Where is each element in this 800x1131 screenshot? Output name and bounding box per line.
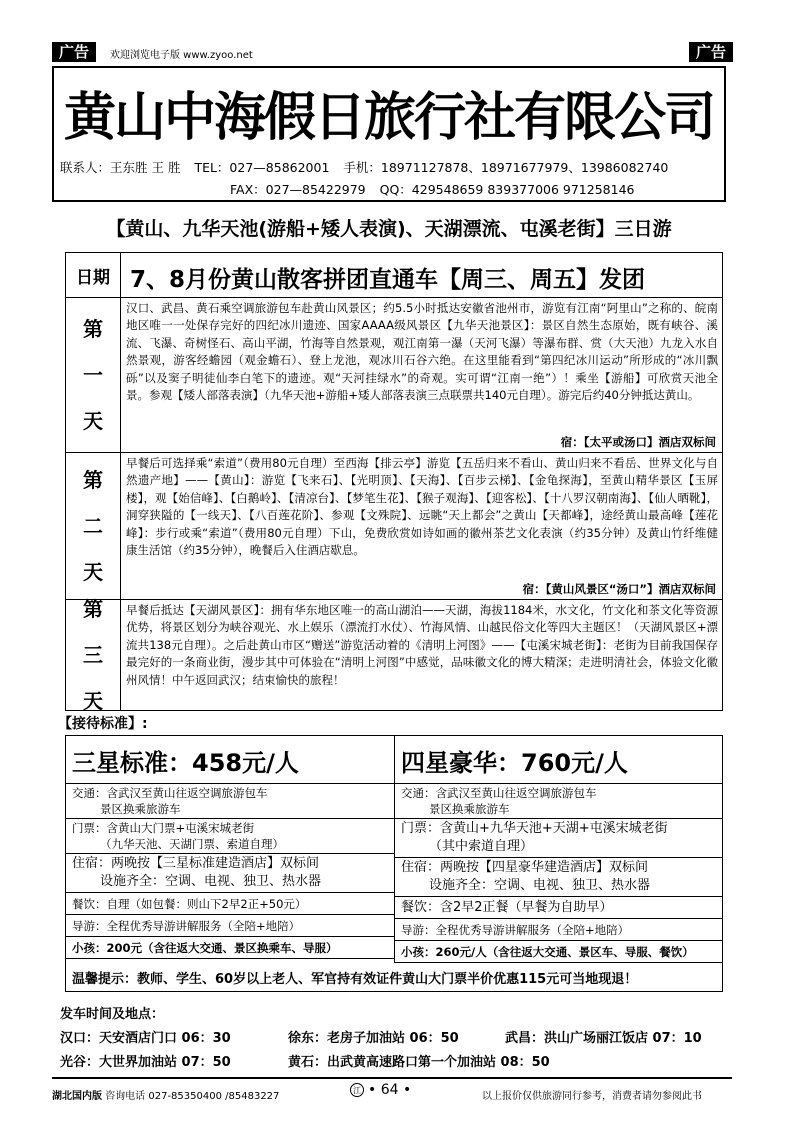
- transport-line-2: 景区换乘旅游车: [429, 802, 510, 816]
- day-2-char-1: 第: [83, 468, 103, 492]
- standard-3star: [66, 736, 395, 963]
- lodging-line: 住宿：两晚按【四星豪华建造酒店】双标间: [401, 860, 649, 875]
- footer-edition: 湖北国内版: [52, 1091, 102, 1102]
- day-2-stay: 宿：【黄山风景区“汤口”】酒店双标间: [522, 582, 716, 596]
- tickets-line: 门票：含黄山大门票+屯溪宋城老街: [72, 821, 255, 835]
- transport-line: 交通：含武汉至黄山往返空调旅游包车: [401, 786, 597, 800]
- ad-tag-right: 广告: [689, 42, 733, 62]
- day-1-char-3: 天: [83, 409, 103, 433]
- tickets-line-2: （九华天池、天湖门票、索道自理）: [100, 837, 284, 851]
- standard-3star-child: 小孩：200元（含往返大交通、景区换乘车、导服）: [66, 937, 394, 959]
- page-badge-icon: 江: [350, 1083, 364, 1097]
- departure-guanggu: 光谷：大世界加油站 07：50: [60, 1055, 231, 1070]
- contact-person: 联系人：王东胜 王 胜: [60, 160, 181, 175]
- company-name: 黄山中海假日旅行社有限公司: [52, 66, 726, 156]
- page-number: • 64 •: [368, 1082, 412, 1098]
- day-1-stay: 宿：【太平或汤口】酒店双标间: [560, 435, 716, 449]
- day-3-char-2: 三: [83, 643, 103, 667]
- day-2-text: 早餐后可选择乘“索道”（费用80元自理）至西海【排云亭】游览【五岳归来不看山、黄山归来不看岳、世界文化与自然遗产地】——【黄山】：游览【飞来石】、【光明顶】、【天海】、【百步云梯】、【金龟探海】，至黄山精华景区【玉屏楼】，观【始信峰】、【白鹅岭】、【清凉台】、【梦笔生花】、【猴子观海】、【迎客松】、【十八罗汉朝南海】、【仙人晒靴】，洞穿狭隘的【一线天】、【八百莲花阶】、参观【文殊院】、远眺“天上都会”之黄山【天都峰】，途经黄山最高峰【莲花峰】：步行或乘“索道”（费用80元自理）下山，免费欣赏如诗如画的徽州茶艺文化表演（约35分钟）及黄山竹纤维健康生活馆（约35分钟），晚餐后入住酒店歇息。: [126, 456, 718, 558]
- day-1-text: 汉口、武昌、黄石乘空调旅游包车赴黄山风景区；约5.5小时抵达安徽省池州市，游览有江南“阿里山”之称的、皖南地区唯一一处保存完好的四纪冰川遗迹、国家AAAA级风景区【九华天池景区】：景区自然生态原始，既有峡谷、溪流、飞瀑、奇树怪石、高山平湖，竹海等自然景观，观江南第一瀑（天河飞瀑）等瀑布群、赏（大天池）九龙入水自然景观，游客经蟾园（观金蟾石）、登上龙池，观冰川石谷六绝。在这里能看到“第四纪冰川运动”所形成的“冰川飘砾”以及窦子明徒仙李白笔下的遗迹。观“天河挂绿水”的奇观。实可谓“江南一绝”）！乘坐【游船】可欣赏天池全景。参观【矮人部落表演】（九华天池+游船+矮人部落表演三点联票共140元自理）。游完后约40分钟抵达黄山。: [126, 301, 718, 403]
- contact-mobile: 手机：18971127878、18971677979、13986082740: [343, 160, 669, 175]
- standard-4star: [395, 736, 722, 963]
- itinerary-table: [65, 252, 723, 711]
- day-3-text: 早餐后抵达【天湖风景区】：拥有华东地区唯一的高山湖泊——天湖，海拔1184米，水文化，竹文化和茶文化等资源优势，将景区划分为峡谷观光、水上娱乐（漂流打水仗）、竹海风情、山越民俗文化等四大主题区！（天湖风景区+漂流共138元自理）。之后赴黄山市区“赠送”游览活动着的《清明上河图》——【屯溪宋城老街】：老街为目前我国保存最完好的一条商业街，漫步其中可体验在“清明上河图”中感觉，品味徽文化的博大精深；走进明清社会，体验文化徽州风情！中午返回武汉；结束愉快的旅程！: [126, 603, 718, 687]
- day-3-label: [66, 597, 121, 713]
- standards-table: [65, 735, 723, 992]
- day-1-label: [66, 298, 121, 452]
- day-3-char-1: 第: [83, 597, 103, 621]
- standard-4star-transport: [395, 784, 722, 819]
- transport-line-2: 景区换乘旅游车: [100, 802, 181, 816]
- footer-page: [350, 1082, 411, 1098]
- standard-3star-meals: 餐饮：自理（如包餐：则山下2早2正+50元）: [66, 893, 394, 915]
- contact-line-1: [52, 156, 726, 177]
- tickets-line: 门票：含黄山+九华天池+天湖+屯溪宋城老街: [401, 821, 668, 836]
- day-2-label: [66, 453, 121, 599]
- standard-4star-guide: 导游：全程优秀导游讲解服务（全陪+地陪）: [395, 919, 722, 941]
- day-1: [66, 298, 722, 453]
- standard-4star-price: 四星豪华：760元/人: [395, 736, 722, 784]
- tickets-line-2: （其中索道自理）: [429, 839, 534, 854]
- day-2-char-3: 天: [83, 560, 103, 584]
- standard-3star-lodging: [66, 854, 394, 893]
- departure-huangshi: 黄石：出武黄高速路口第一个加油站 08：50: [288, 1055, 550, 1070]
- lodging-line-2: 设施齐全：空调、电视、独卫、热水器: [100, 874, 322, 889]
- day-1-char-2: 一: [83, 363, 103, 387]
- day-1-char-1: 第: [83, 317, 103, 341]
- departure-hankou: 汉口：天安酒店门口 06：30: [60, 1031, 231, 1046]
- warm-tips: 温馨提示：教师、学生、60岁以上老人、军官持有效证件黄山大门票半价优惠115元可当地现退！: [72, 972, 638, 987]
- footer-phone: 咨询电话 027-85350400 /85483227: [105, 1091, 280, 1102]
- standard-3star-price: 三星标准：458元/人: [66, 736, 394, 784]
- standards-label: 【接待标准】:: [58, 716, 148, 732]
- footer-rule: [52, 1077, 732, 1079]
- day-3-char-3: 天: [83, 689, 103, 713]
- standard-4star-meals: 餐饮：含2早2正餐（早餐为自助早）: [395, 897, 722, 919]
- lodging-line: 住宿：两晚按【三星标准建造酒店】双标间: [72, 856, 320, 871]
- contact-tel: TEL：027—85862001: [194, 160, 330, 175]
- transport-line: 交通：含武汉至黄山往返空调旅游包车: [72, 786, 268, 800]
- itinerary-header: [66, 253, 722, 298]
- departure-xudong: 徐东：老房子加油站 06：50: [288, 1031, 459, 1046]
- standard-3star-transport: [66, 784, 394, 819]
- standard-4star-lodging: [395, 858, 722, 897]
- footer-left: [52, 1087, 279, 1102]
- tour-title: 【黄山、九华天池(游船+矮人表演)、天湖漂流、屯溪老街】三日游: [106, 218, 672, 240]
- contact-line-2: [52, 177, 726, 202]
- standard-3star-guide: 导游：全程优秀导游讲解服务（全陪+地陪）: [66, 915, 394, 937]
- date-label: 日期: [66, 253, 121, 297]
- day-2-char-2: 二: [83, 514, 103, 538]
- contact-qq: QQ：429548659 839377006 971258146: [379, 182, 635, 197]
- day-3: [66, 597, 722, 713]
- ad-tag-left: 广告: [52, 42, 96, 62]
- browse-text: 欢迎浏览电子版 www.zyoo.net: [110, 50, 253, 61]
- departure-wuchang: 武昌：洪山广场丽江饭店 07：10: [505, 1031, 702, 1046]
- standard-4star-child: 小孩：260元/人（含往返大交通、景区车、导服、餐饮）: [395, 941, 722, 963]
- lodging-line-2: 设施齐全：空调、电视、独卫、热水器: [429, 878, 651, 893]
- footer-disclaimer: 以上报价仅供旅游同行参考，消费者请勿参阅此书: [482, 1091, 702, 1102]
- departure-title: 发车时间及地点：: [60, 1007, 165, 1022]
- standard-3star-tickets: [66, 819, 394, 854]
- day-2: [66, 453, 722, 600]
- standard-4star-tickets: [395, 819, 722, 858]
- contact-fax: FAX：027—85422979: [230, 182, 366, 197]
- itinerary-headline: 7、8月份黄山散客拼团直通车【周三、周五】发团: [130, 267, 646, 293]
